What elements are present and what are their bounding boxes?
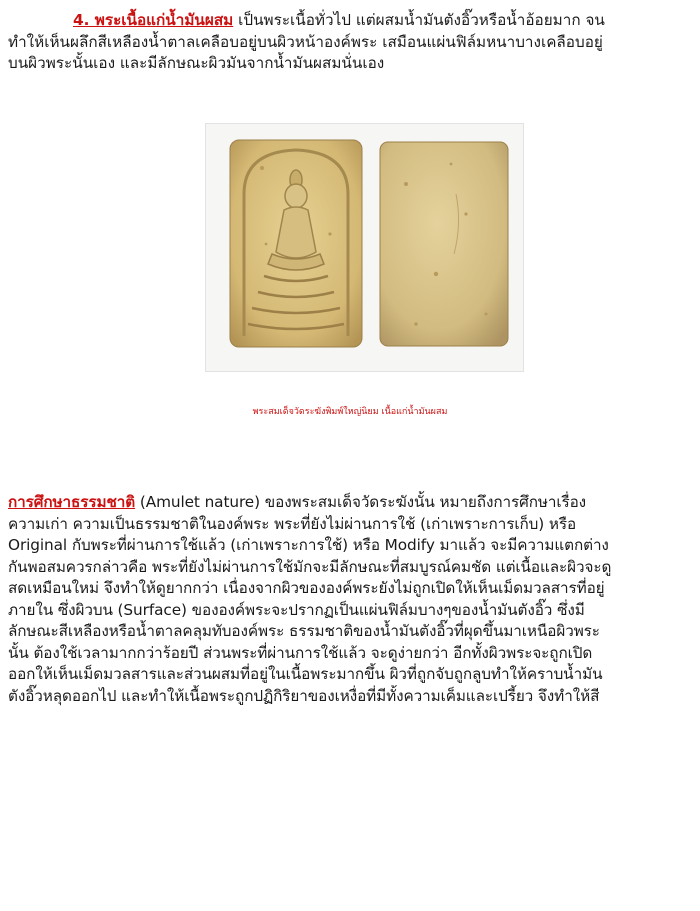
study-line: ลักษณะสีเหลืองหรือน้ำตาลคลุมทับองค์พระ ธรรมชาติของน้ำมันตังอิ๊วที่ผุดขึ้นมาเหนือผิวพระ (8, 622, 600, 640)
section-heading: 4. พระเนื้อแก่น้ำมันผสม (73, 11, 234, 29)
study-line: กันพอสมควรกล่าวคือ พระที่ยังไม่ผ่านการใช้มักจะมีลักษณะที่สมบูรณ์คมชัด แต่เนื้อและผิวจะดู (8, 557, 612, 576)
amulet-back (380, 142, 508, 346)
figure-caption: พระสมเด็จวัดระฆังพิมพ์ใหญ่นิยม เนื้อแก่น้ำมันผสม (252, 407, 448, 417)
amulet-front (230, 140, 362, 347)
study-line: Original กับพระที่ผ่านการใช้แล้ว (เก่าเพราะการใช้) หรือ Modify มาแล้ว จะมีความแตกต่าง (8, 536, 609, 554)
study-term: การศึกษาธรรมชาติ (8, 493, 136, 511)
intro-paragraph (8, 10, 694, 75)
study-line: ตังอิ๊วหลุดออกไป และทำให้เนื้อพระถูกปฏิกิริยาของเหงื่อที่มีทั้งความเค็มและเปรี้ยว จึงทำให้สี (8, 686, 600, 705)
study-line: นั้น ต้องใช้เวลามากกว่าร้อยปี ส่วนพระที่ผ่านการใช้แล้ว จะดูง่ายกว่า อีกทั้งผิวพระจะถูกเปิด (8, 643, 593, 662)
study-line: สดเหมือนใหม่ จึงทำให้ดูยากกว่า เนื่องจากผิวขององค์พระยังไม่ถูกเปิดให้เห็นเม็ดมวลสารที่อยู่ (8, 579, 605, 597)
study-line: ออกให้เห็นเม็ดมวลสารและส่วนผสมที่อยู่ในเนื้อพระมากขึ้น ผิวที่ถูกจับถูกลูบทำให้คราบน้ำมัน (8, 665, 603, 683)
intro-line: เป็นพระเนื้อทั่วไป แต่ผสมน้ำมันตังอิ๊วหรือน้ำอ้อยมาก จน (233, 11, 605, 29)
intro-line: ทำให้เห็นผลึกสีเหลืองน้ำตาลเคลือบอยู่บนผิวหน้าองค์พระ เสมือนแผ่นฟิล์มหนาบางเคลือบอยู่ (8, 32, 603, 51)
study-line: (Amulet nature) ของพระสมเด็จวัดระฆังนั้น หมายถึงการศึกษาเรื่อง (135, 493, 587, 511)
amulet-image (206, 124, 523, 371)
intro-line: บนผิวพระนั้นเอง และมีลักษณะผิวมันจากน้ำมันผสมนั่นเอง (8, 54, 385, 72)
study-line: ความเก่า ความเป็นธรรมชาติในองค์พระ พระที่ยังไม่ผ่านการใช้ (เก่าเพราะการเก็บ) หรือ (8, 514, 577, 533)
study-line: ภายใน ซึ่งผิวบน (Surface) ขององค์พระจะปรากฏเป็นแผ่นฟิล์มบางๆของน้ำมันตังอิ๊ว ซึ่งมี (8, 600, 585, 619)
amulet-photo (205, 123, 524, 372)
study-first-line (8, 492, 694, 514)
study-paragraph (8, 492, 694, 707)
